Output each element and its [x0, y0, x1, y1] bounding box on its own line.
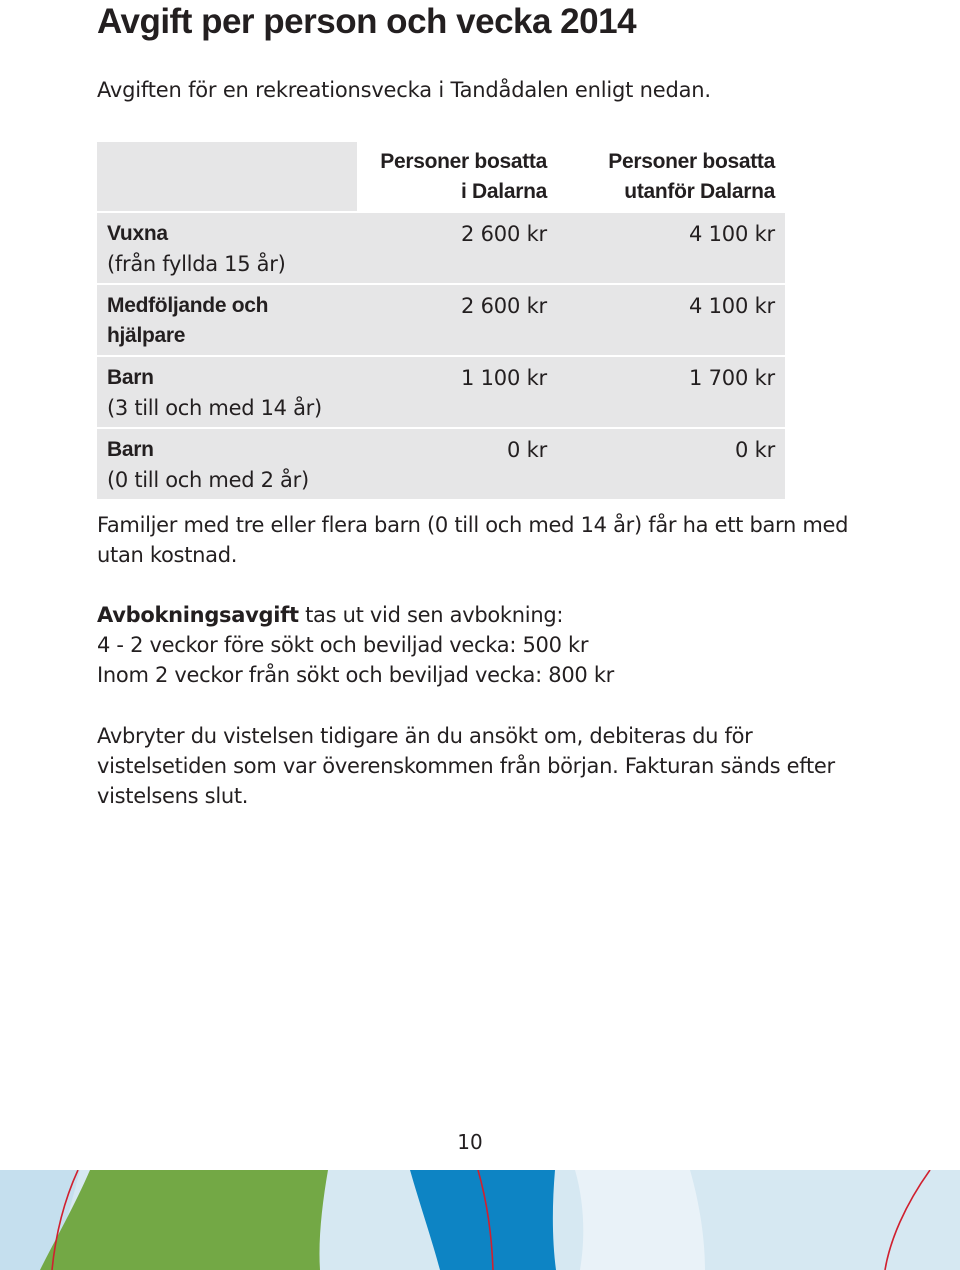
table-row — [97, 285, 785, 355]
header-dalarna-line1: Personer bosatta — [380, 150, 547, 173]
family-note: Familjer med tre eller flera barn (0 till och med 14 år) får ha ett barn med utan kostnad. — [97, 513, 849, 567]
row-label-cell — [97, 285, 357, 355]
cancellation-section — [97, 600, 867, 690]
interrupt-note: Avbryter du vistelsen tidigare än du ansökt om, debiteras du för vistelsetiden som var överenskommen från början. Fakturan sänds efter vistelsens slut. — [97, 724, 835, 808]
price-outside: 4 100 kr — [689, 222, 775, 246]
header-dalarna-line2: i Dalarna — [460, 180, 547, 203]
row-sublabel: (från fyllda 15 år) — [107, 252, 286, 276]
cancellation-line-2: Inom 2 veckor från sökt och beviljad vecka: 800 kr — [97, 663, 615, 687]
table-row — [97, 429, 785, 499]
price-dalarna: 2 600 kr — [461, 222, 547, 246]
price-dalarna: 0 kr — [506, 438, 547, 462]
price-outside: 0 kr — [734, 438, 775, 462]
table-header-row — [97, 142, 785, 211]
row-sublabel: hjälpare — [107, 324, 186, 347]
row-label: Vuxna — [107, 222, 168, 245]
cancellation-intro: tas ut vid sen avbokning: — [298, 603, 564, 627]
price-outside: 1 700 kr — [689, 366, 775, 390]
row-sublabel: (0 till och med 2 år) — [107, 468, 309, 492]
table-corner-cell — [97, 142, 357, 211]
header-outside-line2: utanför Dalarna — [624, 180, 775, 203]
footer-light-wave-right — [575, 1170, 705, 1270]
price-dalarna: 2 600 kr — [461, 294, 547, 318]
row-label: Medföljande och — [107, 294, 269, 317]
row-label-cell — [97, 357, 357, 427]
price-outside: 4 100 kr — [689, 294, 775, 318]
cancellation-heading-line — [97, 600, 867, 630]
price-dalarna: 1 100 kr — [461, 366, 547, 390]
footer-decoration — [0, 1170, 960, 1270]
table-row — [97, 213, 785, 283]
intro-text: Avgiften för en rekreationsvecka i Tandådalen enligt nedan. — [97, 78, 711, 102]
row-label: Barn — [107, 438, 154, 461]
table-row — [97, 357, 785, 427]
fee-table — [97, 140, 785, 501]
header-dalarna — [357, 142, 557, 211]
row-label-cell — [97, 213, 357, 283]
page-number: 10 — [457, 1130, 483, 1154]
cancellation-line-1: 4 - 2 veckor före sökt och beviljad vecka: 500 kr — [97, 633, 589, 657]
header-outside-dalarna — [557, 142, 785, 211]
row-label-cell — [97, 429, 357, 499]
page-title: Avgift per person och vecka 2014 — [97, 2, 637, 41]
row-label: Barn — [107, 366, 154, 389]
cancellation-term: Avbokningsavgift — [97, 603, 299, 627]
row-sublabel: (3 till och med 14 år) — [107, 396, 322, 420]
header-outside-line1: Personer bosatta — [608, 150, 775, 173]
